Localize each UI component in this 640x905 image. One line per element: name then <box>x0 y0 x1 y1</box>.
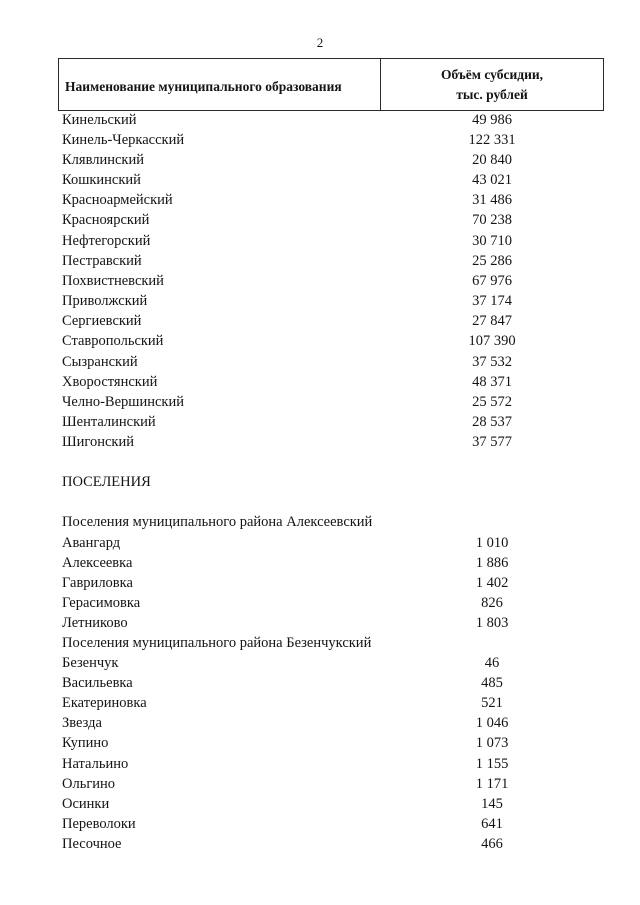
row-value: 1 073 <box>475 735 509 751</box>
table-row <box>62 573 602 593</box>
table-row <box>62 653 602 673</box>
row-value: 25 286 <box>472 253 512 269</box>
row-name: Приволжский <box>62 293 148 309</box>
row-name: Купино <box>62 735 109 751</box>
table-row <box>62 150 602 170</box>
group-title-alekseevsky: Поселения муниципального района Алексеевский <box>62 514 373 530</box>
row-value: 1 803 <box>475 615 509 631</box>
row-value: 43 021 <box>472 172 512 188</box>
row-value: 145 <box>481 796 503 812</box>
row-name: Екатериновка <box>62 695 147 711</box>
row-value: 25 572 <box>472 394 512 410</box>
table-row <box>62 231 602 251</box>
table-row <box>62 693 602 713</box>
row-name: Звезда <box>62 715 102 731</box>
header-value-line2: тыс. рублей <box>456 86 528 102</box>
table-row <box>62 613 602 633</box>
row-name: Васильевка <box>62 675 133 691</box>
table-row <box>62 190 602 210</box>
table-row <box>62 352 602 372</box>
row-name: Похвистневский <box>62 273 164 289</box>
row-value: 37 577 <box>472 434 512 450</box>
row-name: Ольгино <box>62 776 116 792</box>
row-value: 37 174 <box>472 293 512 309</box>
row-name: Кошкинский <box>62 172 141 188</box>
row-value: 1 402 <box>475 575 509 591</box>
row-value: 37 532 <box>472 354 512 370</box>
row-value: 107 390 <box>468 333 516 349</box>
table-row <box>62 130 602 150</box>
table-row <box>62 754 602 774</box>
row-name: Хворостянский <box>62 374 158 390</box>
row-value: 31 486 <box>472 192 512 208</box>
row-name: Переволоки <box>62 816 136 832</box>
row-value: 28 537 <box>472 414 512 430</box>
row-name: Кинельский <box>62 112 137 128</box>
table-row <box>62 593 602 613</box>
table-row <box>62 311 602 331</box>
row-value: 1 171 <box>475 776 509 792</box>
row-name: Сергиевский <box>62 313 142 329</box>
row-name: Шигонский <box>62 434 134 450</box>
table-row <box>62 271 602 291</box>
table-row <box>62 553 602 573</box>
table-row <box>62 834 602 854</box>
row-value: 48 371 <box>472 374 512 390</box>
row-value: 466 <box>481 836 503 852</box>
table-row <box>62 170 602 190</box>
row-value: 826 <box>481 595 503 611</box>
table-row <box>62 673 602 693</box>
row-name: Клявлинский <box>62 152 144 168</box>
row-name: Натальино <box>62 756 129 772</box>
row-name: Шенталинский <box>62 414 156 430</box>
header-name-column: Наименование муниципального образования <box>59 59 381 110</box>
table-row <box>62 110 602 130</box>
table-row <box>62 331 602 351</box>
row-name: Челно-Вершинский <box>62 394 184 410</box>
row-name: Ставропольский <box>62 333 164 349</box>
header-value-column <box>381 59 603 110</box>
table-row <box>62 733 602 753</box>
row-name: Летниково <box>62 615 128 631</box>
row-value: 1 155 <box>475 756 509 772</box>
row-value: 1 886 <box>475 555 509 571</box>
row-value: 46 <box>484 655 500 671</box>
row-value: 27 847 <box>472 313 512 329</box>
table-row <box>62 210 602 230</box>
row-name: Красноярский <box>62 212 150 228</box>
row-value: 485 <box>481 675 503 691</box>
table-row <box>62 774 602 794</box>
row-value: 122 331 <box>468 132 516 148</box>
table-row <box>62 291 602 311</box>
row-value: 1 010 <box>475 535 509 551</box>
row-name: Пестравский <box>62 253 142 269</box>
table-row <box>62 794 602 814</box>
row-name: Авангард <box>62 535 121 551</box>
table-row <box>62 412 602 432</box>
row-name: Красноармейский <box>62 192 173 208</box>
row-value: 49 986 <box>472 112 512 128</box>
row-name: Сызранский <box>62 354 138 370</box>
group-title-bezenchuksky: Поселения муниципального района Безенчукский <box>62 635 372 651</box>
row-name: Нефтегорский <box>62 233 151 249</box>
section-title: ПОСЕЛЕНИЯ <box>62 474 151 490</box>
row-value: 70 238 <box>472 212 512 228</box>
row-value: 641 <box>481 816 503 832</box>
table-row <box>62 713 602 733</box>
table-header <box>58 58 604 111</box>
table-row <box>62 432 602 452</box>
table-row <box>62 251 602 271</box>
row-name: Осинки <box>62 796 110 812</box>
table-row <box>62 533 602 553</box>
row-value: 67 976 <box>472 273 512 289</box>
row-name: Кинель-Черкасский <box>62 132 185 148</box>
row-name: Герасимовка <box>62 595 141 611</box>
row-name: Песочное <box>62 836 122 852</box>
row-value: 1 046 <box>475 715 509 731</box>
row-name: Гавриловка <box>62 575 133 591</box>
page-number: 2 <box>316 35 324 50</box>
header-value-line1: Объём субсидии, <box>440 66 543 82</box>
row-value: 30 710 <box>472 233 512 249</box>
row-name: Безенчук <box>62 655 119 671</box>
row-value: 20 840 <box>472 152 512 168</box>
table-row <box>62 392 602 412</box>
table-row <box>62 372 602 392</box>
table-row <box>62 814 602 834</box>
row-value: 521 <box>481 695 503 711</box>
row-name: Алексеевка <box>62 555 133 571</box>
